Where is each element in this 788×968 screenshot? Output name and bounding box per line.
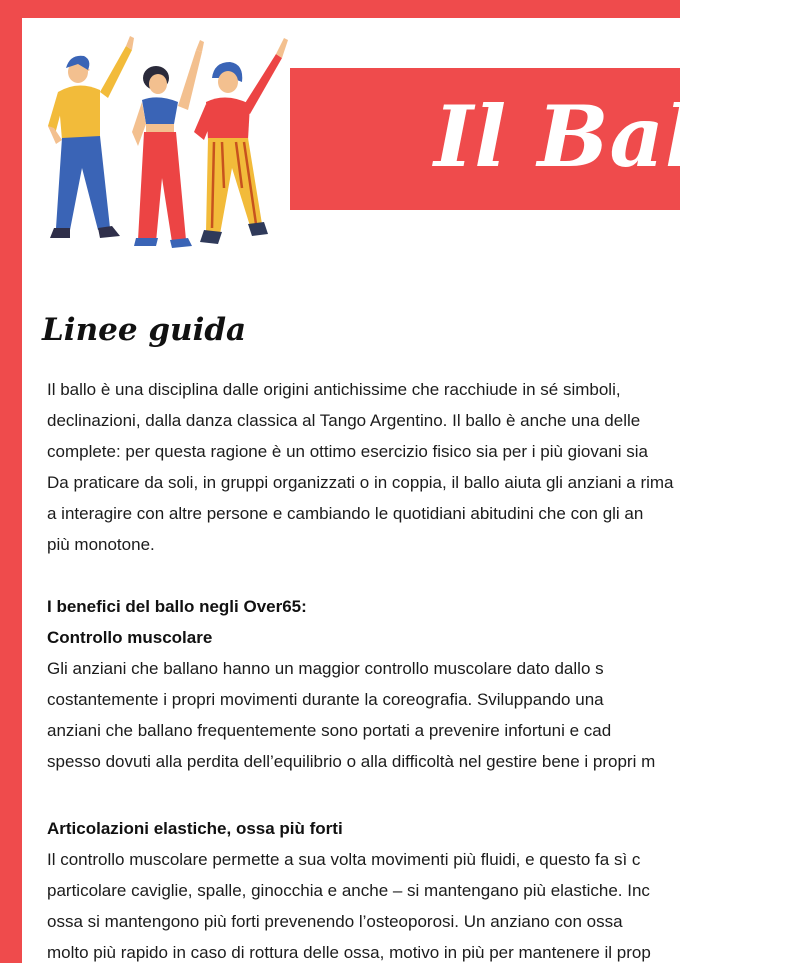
- joints-line: particolare caviglie, spalle, ginocchia e anche – si mantengano più elastiche. Inc: [47, 881, 650, 900]
- title-banner: [290, 68, 788, 210]
- joints-heading: Articolazioni elastiche, ossa più forti: [47, 819, 343, 838]
- dancer-striped-figure: [194, 38, 288, 244]
- dancer-yellow-figure: [48, 36, 134, 238]
- page-border-left: [0, 0, 22, 963]
- intro-line: Da praticare da soli, in gruppi organizzati o in coppia, il ballo aiuta gli anziani a rima: [47, 473, 674, 492]
- benefits-line: Gli anziani che ballano hanno un maggior controllo muscolare dato dallo s: [47, 659, 604, 678]
- page-border-top: [0, 0, 680, 18]
- joints-line: ossa si mantengono più forti prevenendo l’osteoporosi. Un anziano con ossa: [47, 912, 623, 931]
- intro-line: a interagire con altre persone e cambiando le quotidiani abitudini che con gli an: [47, 504, 644, 523]
- benefits-line: costantemente i propri movimenti durante la coreografia. Sviluppando una: [47, 690, 604, 709]
- joints-line: molto più rapido in caso di rottura delle ossa, motivo in più per mantenere il prop: [47, 943, 651, 962]
- benefits-subheading: Controllo muscolare: [47, 628, 213, 647]
- benefits-heading: I benefici del ballo negli Over65:: [47, 597, 307, 616]
- intro-line: più monotone.: [47, 535, 155, 554]
- section-heading: Linee guida: [42, 312, 247, 348]
- intro-line: Il ballo è una disciplina dalle origini antichissime che racchiude in sé simboli,: [47, 380, 621, 399]
- intro-line: complete: per questa ragione è un ottimo esercizio fisico sia per i più giovani sia: [47, 442, 648, 461]
- dancers-illustration: [28, 28, 290, 254]
- benefits-line: spesso dovuti alla perdita dell’equilibrio o alla difficoltà nel gestire bene i propri m: [47, 752, 656, 771]
- benefits-line: anziani che ballano frequentemente sono portati a prevenire infortuni e cad: [47, 721, 612, 740]
- page-title: Il Ballo: [434, 87, 788, 186]
- joints-line: Il controllo muscolare permette a sua volta movimenti più fluidi, e questo fa sì c: [47, 850, 641, 869]
- body-text: [47, 374, 680, 968]
- intro-line: declinazioni, dalla danza classica al Tango Argentino. Il ballo è anche una delle: [47, 411, 641, 430]
- dancer-red-figure: [132, 40, 204, 248]
